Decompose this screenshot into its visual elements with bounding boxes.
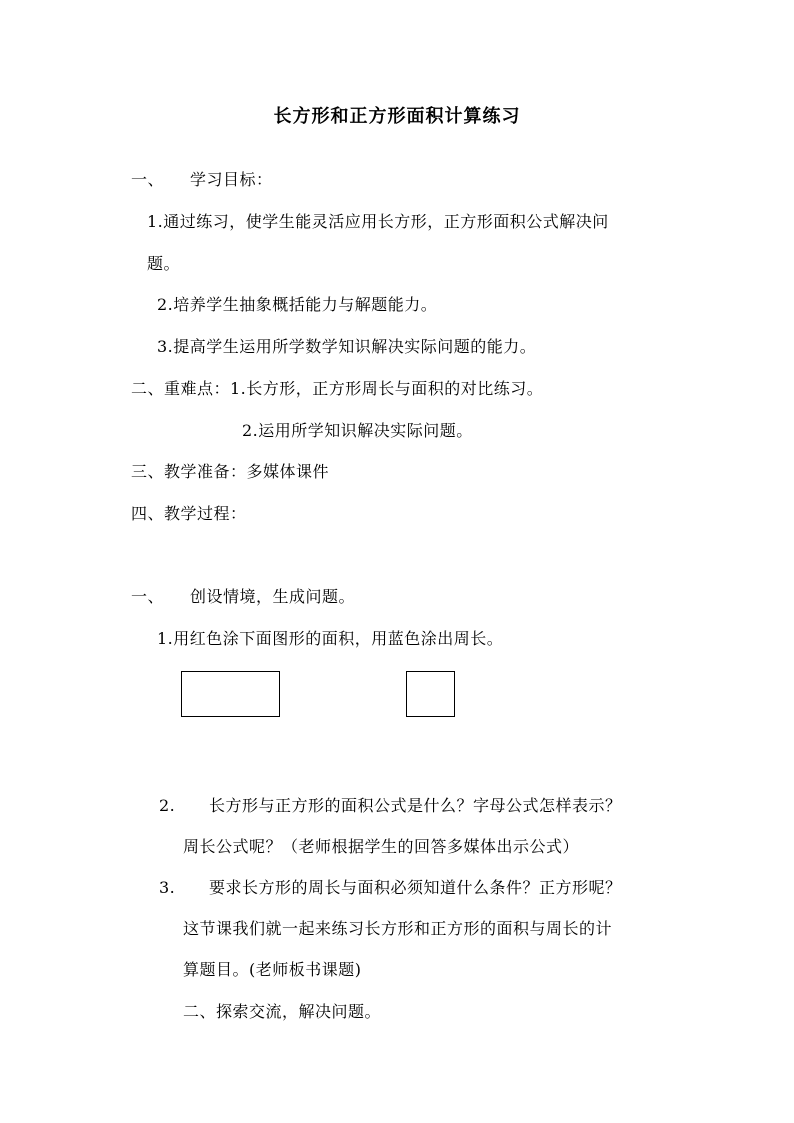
item-2-line-2: 周长公式呢？（老师根据学生的回答多媒体出示公式） (183, 837, 580, 856)
section-3: 三、教学准备：多媒体课件 (131, 462, 330, 481)
section-1-heading (131, 170, 273, 190)
rectangle-figure (181, 671, 280, 717)
square-figure (406, 671, 455, 717)
item-3-line-2: 这节课我们就一起来练习长方形和正方形的面积与周长的计 (183, 919, 613, 938)
section-4: 四、教学过程： (131, 504, 247, 523)
item-3-line-3: 算题目。(老师板书课题) (183, 960, 362, 979)
item-2-number: 2. (159, 796, 176, 815)
item-3-line-1: 要求长方形的周长与面积必须知道什么条件？正方形呢？ (209, 878, 622, 897)
goal-1-line-1: 1.通过练习，使学生能灵活应用长方形，正方形面积公式解决问 (147, 212, 609, 231)
item-3-number: 3. (159, 878, 176, 897)
item-1: 1.用红色涂下面图形的面积，用蓝色涂出周长。 (157, 629, 504, 648)
goal-2: 2.培养学生抽象概括能力与解题能力。 (157, 295, 438, 314)
page-title: 长方形和正方形面积计算练习 (273, 106, 521, 127)
section-1-number: 一、 (131, 170, 165, 189)
part-1-heading (131, 587, 355, 607)
section-2-line-1: 二、重难点：1.长方形，正方形周长与面积的对比练习。 (131, 379, 544, 398)
goal-1-line-2: 题。 (147, 254, 181, 273)
section-1-title: 学习目标： (190, 170, 273, 189)
section-2-line-2: 2.运用所学知识解决实际问题。 (242, 421, 473, 440)
item-2-line-1: 长方形与正方形的面积公式是什么？字母公式怎样表示？ (209, 796, 622, 815)
part-2-heading: 二、探索交流，解决问题。 (183, 1002, 382, 1021)
part-1-title: 创设情境，生成问题。 (190, 587, 356, 606)
part-1-number: 一、 (131, 587, 165, 606)
goal-3: 3.提高学生运用所学数学知识解决实际问题的能力。 (157, 337, 537, 356)
